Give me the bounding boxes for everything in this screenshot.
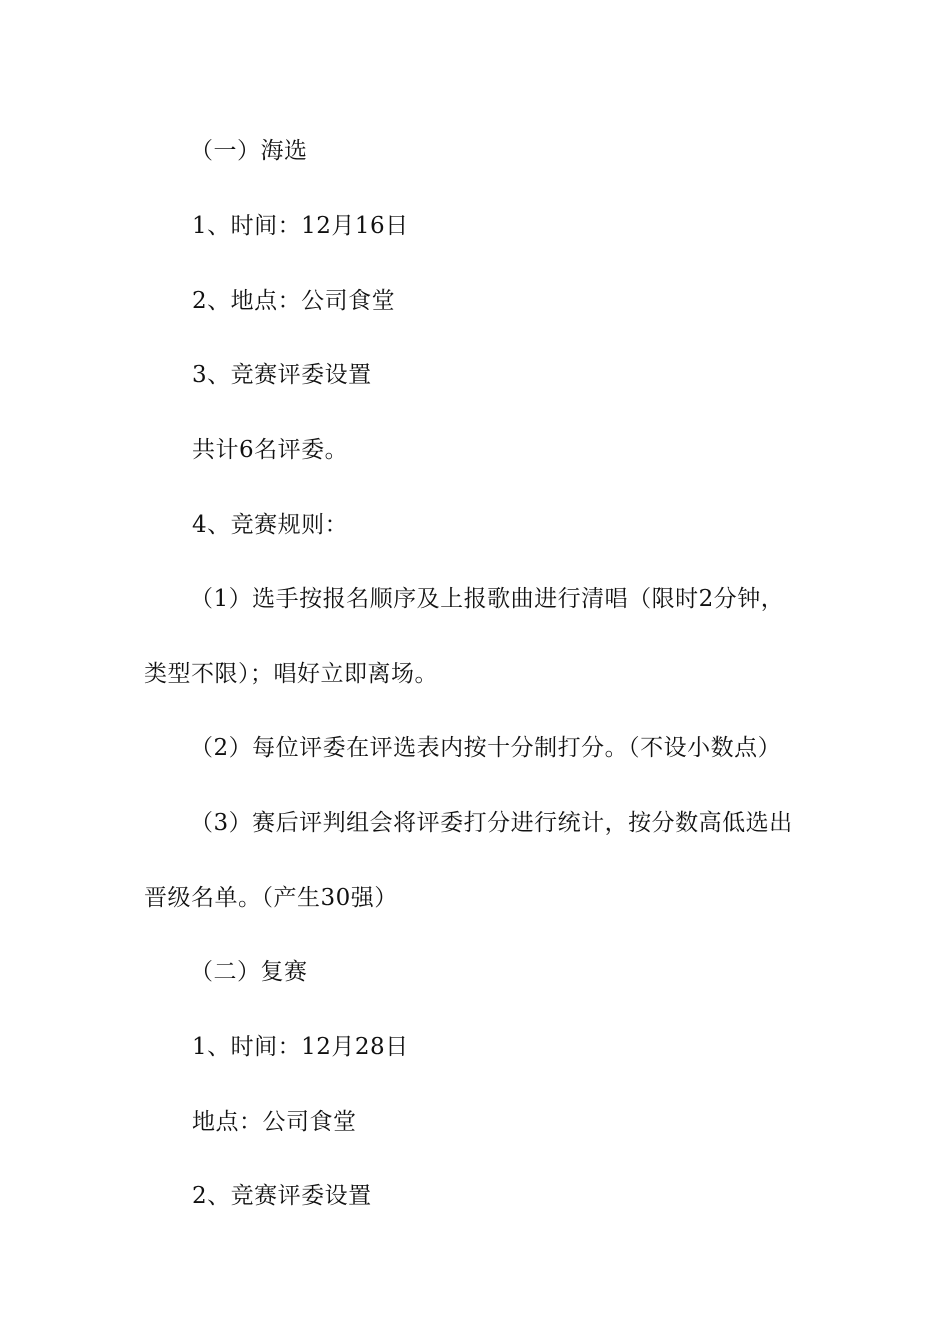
semifinal-location: 地点：公司食堂	[192, 1109, 357, 1135]
section-heading-semifinal: （二）复赛	[190, 959, 308, 985]
audition-judges-heading: 3、竞赛评委设置	[192, 362, 372, 388]
audition-time: 1、时间：12月16日	[192, 213, 409, 239]
audition-rules-heading: 4、竞赛规则：	[192, 512, 349, 538]
semifinal-judges-heading: 2、竞赛评委设置	[192, 1183, 372, 1209]
rule-2: （2）每位评委在评选表内按十分制打分。（不设小数点）	[190, 735, 782, 761]
rule-1-line-2: 类型不限）；唱好立即离场。	[144, 661, 438, 687]
semifinal-time: 1、时间：12月28日	[192, 1034, 409, 1060]
rule-1-line-1: （1）选手按报名顺序及上报歌曲进行清唱（限时2分钟，	[190, 586, 785, 612]
rule-3-line-2: 晋级名单。（产生30强）	[144, 885, 398, 911]
section-heading-audition: （一）海选	[190, 138, 308, 164]
audition-judges-count: 共计6名评委。	[192, 437, 349, 463]
audition-location: 2、地点：公司食堂	[192, 288, 396, 314]
rule-3-line-1: （3）赛后评判组会将评委打分进行统计，按分数高低选出	[190, 810, 793, 836]
